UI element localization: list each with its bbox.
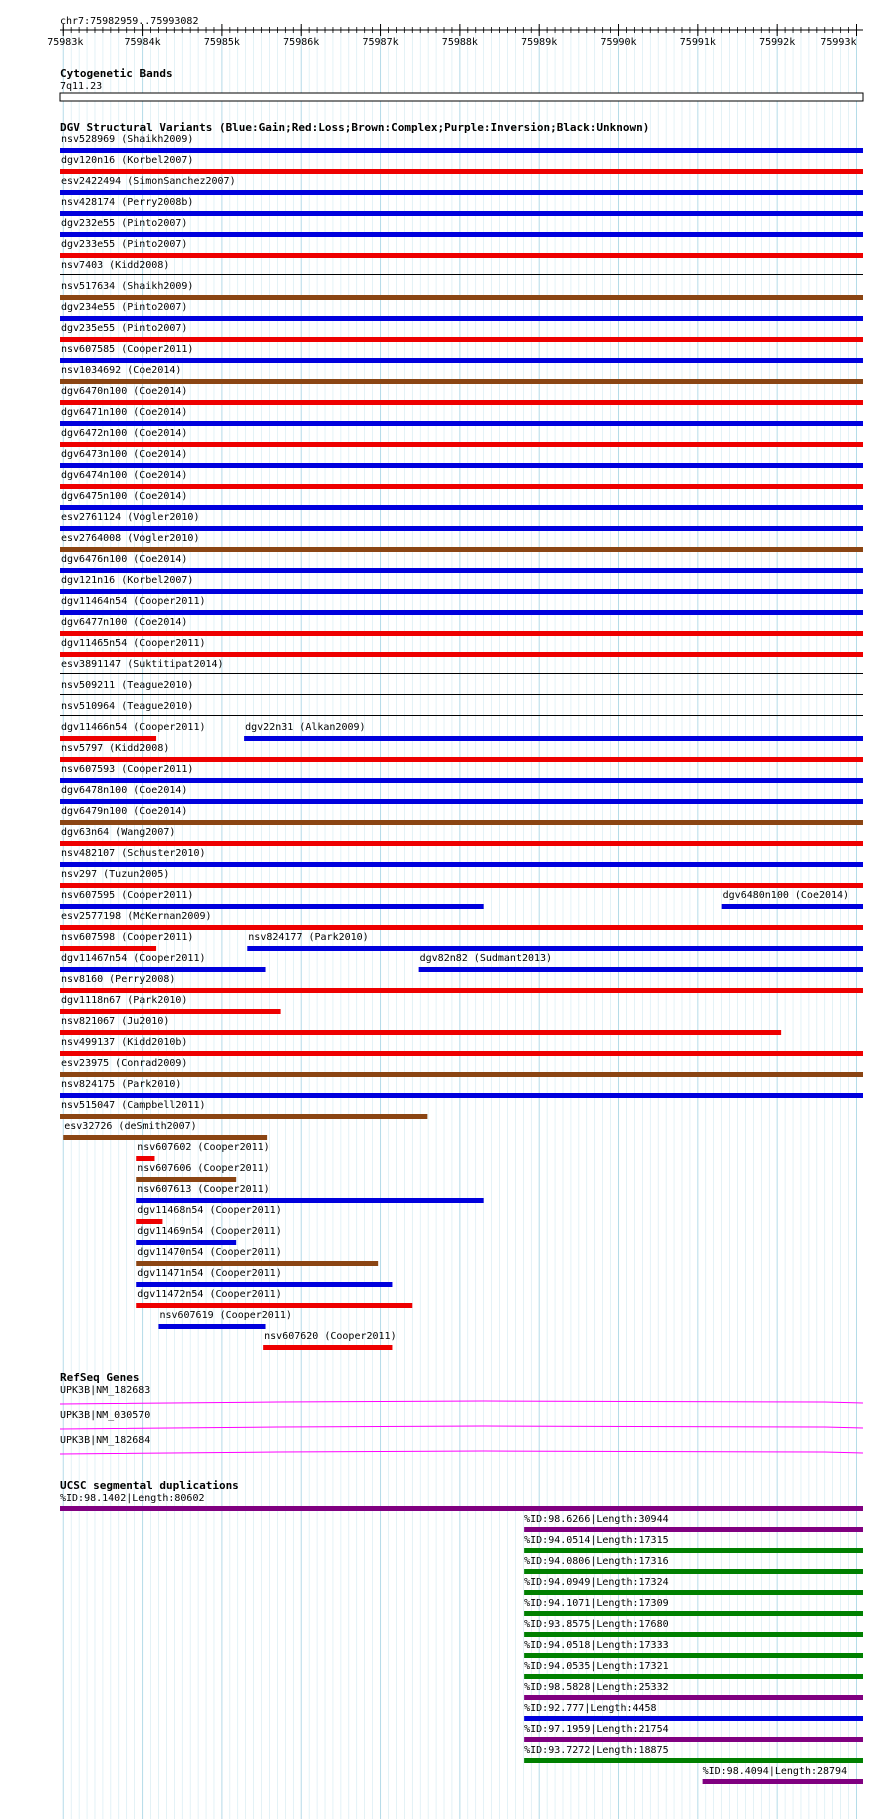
variant-label: dgv11469n54 (Cooper2011) [137,1226,282,1237]
variant-label: dgv22n31 (Alkan2009) [245,722,366,733]
variant-bar[interactable] [60,736,156,741]
segdup-bar[interactable] [524,1653,863,1658]
variant-bar[interactable] [136,1177,236,1182]
variant-label: dgv6476n100 (Coe2014) [61,554,188,565]
segdup-bar[interactable] [524,1695,863,1700]
variant-label: dgv6471n100 (Coe2014) [61,407,188,418]
variant-label: dgv11467n54 (Cooper2011) [61,953,206,964]
segdup-label: %ID:98.5828|Length:25332 [524,1682,669,1693]
variant-label: dgv6474n100 (Coe2014) [61,470,188,481]
variant-label: dgv6477n100 (Coe2014) [61,617,188,628]
variant-label: dgv6472n100 (Coe2014) [61,428,188,439]
segdup-bar[interactable] [524,1758,863,1763]
segdup-label: %ID:94.0949|Length:17324 [524,1577,669,1588]
ruler-tick-label: 75990k [600,37,637,48]
variant-label: esv2577198 (McKernan2009) [61,911,212,922]
ruler-tick-label: 75988k [441,37,478,48]
variant-label: dgv233e55 (Pinto2007) [61,239,188,250]
variant-bar[interactable] [136,1240,236,1245]
variant-label: dgv120n16 (Korbel2007) [61,155,194,166]
variant-bar[interactable] [60,211,863,216]
variant-label: dgv11464n54 (Cooper2011) [61,596,206,607]
variant-bar[interactable] [136,1261,378,1266]
variant-label: dgv1118n67 (Park2010) [61,995,188,1006]
variant-label: dgv6479n100 (Coe2014) [61,806,188,817]
ruler-tick-label: 75987k [362,37,399,48]
variant-label: dgv6475n100 (Coe2014) [61,491,188,502]
variant-bar[interactable] [136,1198,483,1203]
variant-label: nsv517634 (Shaikh2009) [61,281,194,292]
ruler-tick-label: 75992k [759,37,796,48]
segdup-label: %ID:98.6266|Length:30944 [524,1514,669,1525]
segdup-label: %ID:93.8575|Length:17680 [524,1619,669,1630]
segdup-bar[interactable] [524,1737,863,1742]
variant-label: dgv6480n100 (Coe2014) [722,890,850,901]
variant-label: esv2761124 (Vogler2010) [61,512,200,523]
segdup-bar[interactable] [524,1569,863,1574]
segdup-bar[interactable] [524,1527,863,1532]
variant-bar[interactable] [60,694,863,695]
variant-bar[interactable] [60,799,863,804]
gene-model-line[interactable] [60,1451,863,1454]
variant-bar[interactable] [60,841,863,846]
variant-bar[interactable] [60,904,484,909]
variant-bar[interactable] [60,400,863,405]
gene-model-line[interactable] [60,1426,863,1429]
segdup-label: %ID:94.0514|Length:17315 [524,1535,669,1546]
variant-label: dgv82n82 (Sudmant2013) [419,953,553,964]
refseq-track [60,1385,863,1454]
variant-bar[interactable] [60,589,863,594]
variant-bar[interactable] [60,505,863,510]
variant-label: nsv607619 (Cooper2011) [159,1310,292,1321]
gene-label: UPK3B|NM_030570 [60,1410,151,1421]
gene-label: UPK3B|NM_182684 [60,1435,151,1446]
variant-bar[interactable] [60,463,863,468]
segdup-label: %ID:94.0535|Length:17321 [524,1661,669,1672]
variant-bar[interactable] [60,169,863,174]
variant-label: dgv63n64 (Wang2007) [61,827,176,838]
variant-bar[interactable] [60,988,863,993]
ruler-tick-label: 75984k [124,37,161,48]
variant-bar[interactable] [60,652,863,657]
variant-label: dgv11472n54 (Cooper2011) [137,1289,282,1300]
variant-label: dgv232e55 (Pinto2007) [61,218,188,229]
variant-bar[interactable] [60,484,863,489]
segdup-label: %ID:98.4094|Length:28794 [702,1766,848,1777]
variant-label: esv2764008 (Vogler2010) [61,533,200,544]
variant-bar[interactable] [60,820,863,825]
variant-bar[interactable] [60,232,863,237]
segdup-track [60,1493,863,1784]
variant-bar[interactable] [60,337,863,342]
variant-label: esv2422494 (SimonSanchez2007) [61,176,236,187]
cytoband-label: 7q11.23 [60,81,103,92]
variant-bar[interactable] [60,862,863,867]
variant-label: esv23975 (Conrad2009) [61,1058,188,1069]
segdup-bar[interactable] [524,1611,863,1616]
gene-label: UPK3B|NM_182683 [60,1385,151,1396]
variant-label: dgv235e55 (Pinto2007) [61,323,188,334]
variant-bar[interactable] [60,925,863,930]
variant-bar[interactable] [60,442,863,447]
variant-bar[interactable] [60,148,863,153]
variant-bar[interactable] [60,274,863,275]
variant-label: dgv121n16 (Korbel2007) [61,575,194,586]
variant-bar[interactable] [60,946,156,951]
variant-label: nsv607585 (Cooper2011) [61,344,194,355]
variant-label: nsv510964 (Teague2010) [61,701,194,712]
variant-bar[interactable] [60,358,863,363]
variant-label: nsv499137 (Kidd2010b) [61,1037,188,1048]
variant-label: nsv509211 (Teague2010) [61,680,194,691]
variant-label: dgv11470n54 (Cooper2011) [137,1247,282,1258]
ruler-tick-label: 75989k [521,37,558,48]
segdup-label: %ID:93.7272|Length:18875 [524,1745,669,1756]
variant-label: nsv515047 (Campbell2011) [61,1100,206,1111]
variant-bar[interactable] [60,568,863,573]
segdup-bar[interactable] [524,1716,863,1721]
variant-label: nsv8160 (Perry2008) [61,974,176,985]
variant-label: nsv428174 (Perry2008b) [61,197,194,208]
segdup-label: %ID:94.0518|Length:17333 [524,1640,669,1651]
variant-bar[interactable] [244,736,863,741]
variant-label: dgv11466n54 (Cooper2011) [61,722,206,733]
variant-label: nsv821067 (Ju2010) [61,1016,170,1027]
variant-label: nsv824177 (Park2010) [248,932,369,943]
variant-label: nsv482107 (Schuster2010) [61,848,206,859]
variant-bar[interactable] [60,1009,281,1014]
variant-label: nsv607606 (Cooper2011) [137,1163,270,1174]
variant-bar[interactable] [60,190,863,195]
variant-label: nsv5797 (Kidd2008) [61,743,170,754]
variant-label: nsv607593 (Cooper2011) [61,764,194,775]
variant-label: nsv824175 (Park2010) [61,1079,182,1090]
variant-label: dgv11465n54 (Cooper2011) [61,638,206,649]
variant-bar[interactable] [263,1345,392,1350]
variant-bar[interactable] [722,904,863,909]
variant-bar[interactable] [60,1072,863,1077]
variant-bar[interactable] [60,1030,781,1035]
variant-bar[interactable] [60,631,863,636]
variant-bar[interactable] [60,1093,863,1098]
variant-bar[interactable] [60,757,863,762]
variant-bar[interactable] [60,547,863,552]
variant-label: nsv607602 (Cooper2011) [137,1142,270,1153]
ruler-tick-label: 75993k [820,37,857,48]
variant-label: nsv7403 (Kidd2008) [61,260,170,271]
segdup-label: %ID:97.1959|Length:21754 [524,1724,669,1735]
variant-bar[interactable] [60,316,863,321]
position-ruler [47,24,863,48]
variant-label: dgv234e55 (Pinto2007) [61,302,188,313]
ruler-tick-label: 75985k [203,37,240,48]
variant-label: nsv607595 (Cooper2011) [61,890,194,901]
ruler-tick-label: 75991k [679,37,716,48]
segdup-bar[interactable] [524,1632,863,1637]
variant-label: dgv6470n100 (Coe2014) [61,386,188,397]
variant-bar[interactable] [136,1303,412,1308]
gene-model-line[interactable] [60,1401,863,1404]
variant-bar[interactable] [60,253,863,258]
segdup-label: %ID:94.1071|Length:17309 [524,1598,669,1609]
variant-bar[interactable] [60,673,863,674]
variant-bar[interactable] [60,421,863,426]
variant-bar[interactable] [158,1324,265,1329]
variant-bar[interactable] [60,379,863,384]
segdup-bar[interactable] [60,1506,863,1511]
variant-bar[interactable] [60,1051,863,1056]
variant-bar[interactable] [60,967,266,972]
variant-bar[interactable] [60,1114,427,1119]
ruler-tick-label: 75983k [47,37,84,48]
variant-label: dgv6478n100 (Coe2014) [61,785,188,796]
variant-bar[interactable] [247,946,863,951]
variant-label: nsv1034692 (Coe2014) [61,365,182,376]
segdup-label: %ID:92.777|Length:4458 [524,1703,657,1714]
variant-label: nsv297 (Tuzun2005) [61,869,170,880]
cytoband-track-title: Cytogenetic Bands [60,67,173,80]
variant-bar[interactable] [419,967,863,972]
variant-label: dgv11471n54 (Cooper2011) [137,1268,282,1279]
segdup-bar[interactable] [524,1548,863,1553]
dgv-track [60,134,863,1350]
variant-bar[interactable] [63,1135,267,1140]
variant-label: esv32726 (deSmith2007) [64,1121,197,1132]
variant-bar[interactable] [60,610,863,615]
variant-bar[interactable] [60,526,863,531]
ruler-tick-label: 75986k [283,37,320,48]
variant-label: nsv528969 (Shaikh2009) [61,134,194,145]
variant-bar[interactable] [60,295,863,300]
dgv-track-title: DGV Structural Variants (Blue:Gain;Red:Loss;Brown:Complex;Purple:Inversion;Black:Unknown) [60,121,650,134]
segdup-track-title: UCSC segmental duplications [60,1479,239,1492]
segdup-label: %ID:98.1402|Length:80602 [60,1493,205,1504]
segdup-bar[interactable] [703,1779,863,1784]
segdup-bar[interactable] [524,1590,863,1595]
variant-bar[interactable] [136,1282,392,1287]
variant-bar[interactable] [136,1219,162,1224]
variant-bar[interactable] [60,883,863,888]
cytoband-bar [60,93,863,101]
refseq-track-title: RefSeq Genes [60,1371,140,1384]
variant-label: dgv6473n100 (Coe2014) [61,449,188,460]
variant-bar[interactable] [136,1156,154,1161]
variant-label: nsv607620 (Cooper2011) [264,1331,397,1342]
segdup-bar[interactable] [524,1674,863,1679]
variant-bar[interactable] [60,778,863,783]
variant-label: dgv11468n54 (Cooper2011) [137,1205,282,1216]
variant-bar[interactable] [60,715,863,716]
variant-label: nsv607598 (Cooper2011) [61,932,194,943]
location-label: chr7:75982959..75993082 [60,16,199,27]
segdup-label: %ID:94.0806|Length:17316 [524,1556,669,1567]
variant-label: esv3891147 (Suktitipat2014) [61,659,224,670]
variant-label: nsv607613 (Cooper2011) [137,1184,270,1195]
